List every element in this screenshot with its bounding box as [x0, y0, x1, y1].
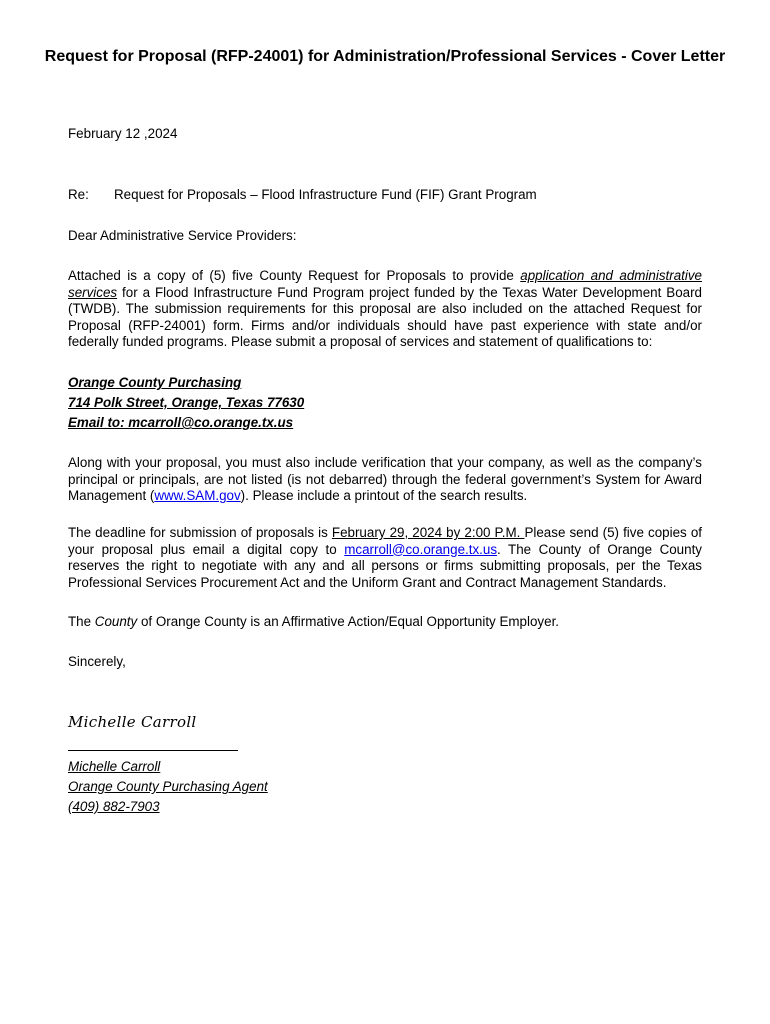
re-subject: Request for Proposals – Flood Infrastructure Fund (FIF) Grant Program — [114, 187, 537, 202]
closing: Sincerely, — [68, 654, 126, 669]
deadline-text-1: The deadline for submission of proposals is — [68, 525, 332, 540]
intro-text-2: for a Flood Infrastructure Fund Program project funded by the Texas Water Development Board (TWDB). The submission requirements for this proposal are also included on the attached Request for Proposal (RFP-24001) form. Firms and/or individuals should have past experience with state and/or federally funded programs. Please submit a proposal of services and statement of qualifications to: — [68, 284, 702, 349]
deadline-text-3: . The County of Orange County reserves the right to negotiate with any and all persons or firms submitting proposals, per the Texas Professional Services Procurement Act and the Uniform Grant and Contract Management Standards. — [68, 541, 702, 590]
signer-phone: (409) 882-7903 — [68, 799, 160, 814]
letter-date: February 12 ,2024 — [68, 126, 178, 141]
re-label: Re: — [68, 187, 89, 202]
address-line-1: Orange County Purchasing — [68, 375, 242, 390]
email-link[interactable]: mcarroll@co.orange.tx.us — [344, 541, 498, 557]
verification-text-2: ). Please include a printout of the search results. — [240, 488, 528, 503]
sam-gov-link[interactable]: www.SAM.gov — [154, 488, 241, 503]
intro-text-1: Attached is a copy of (5) five County Request for Proposals to provide — [68, 268, 521, 283]
handwritten-signature: Michelle Carroll — [68, 713, 197, 731]
paragraph-eoe — [68, 614, 702, 631]
salutation: Dear Administrative Service Providers: — [68, 228, 297, 243]
signer-title: Orange County Purchasing Agent — [68, 779, 268, 794]
signer-name: Michelle Carroll — [68, 759, 161, 774]
address-line-2: 714 Polk Street, Orange, Texas 77630 — [68, 395, 305, 410]
deadline-date: February 29, 2024 by 2:00 P.M. — [331, 525, 525, 540]
verification-text-1: Along with your proposal, you must also include verification that your company, as well as the company’s principal or principals, are not listed (is not debarred) through the federal government’s System for Award Management ( — [68, 455, 702, 503]
intro-emphasis: application and administrative services — [68, 268, 702, 300]
deadline-text-2: Please send (5) five copies of your proposal plus email a digital copy to — [68, 525, 702, 557]
eoe-text-2: of Orange County is an Affirmative Action/Equal Opportunity Employer. — [137, 614, 560, 629]
paragraph-intro — [68, 268, 702, 351]
address-email-line[interactable]: Email to: mcarroll@co.orange.tx.us — [68, 415, 294, 430]
paragraph-deadline — [68, 525, 702, 591]
eoe-text-1: The — [68, 614, 95, 629]
paragraph-verification — [68, 455, 702, 505]
signature-line — [68, 750, 238, 751]
document-title: Request for Proposal (RFP-24001) for Administration/Professional Services - Cover Letter — [44, 48, 726, 65]
eoe-emphasis: County — [94, 614, 138, 629]
